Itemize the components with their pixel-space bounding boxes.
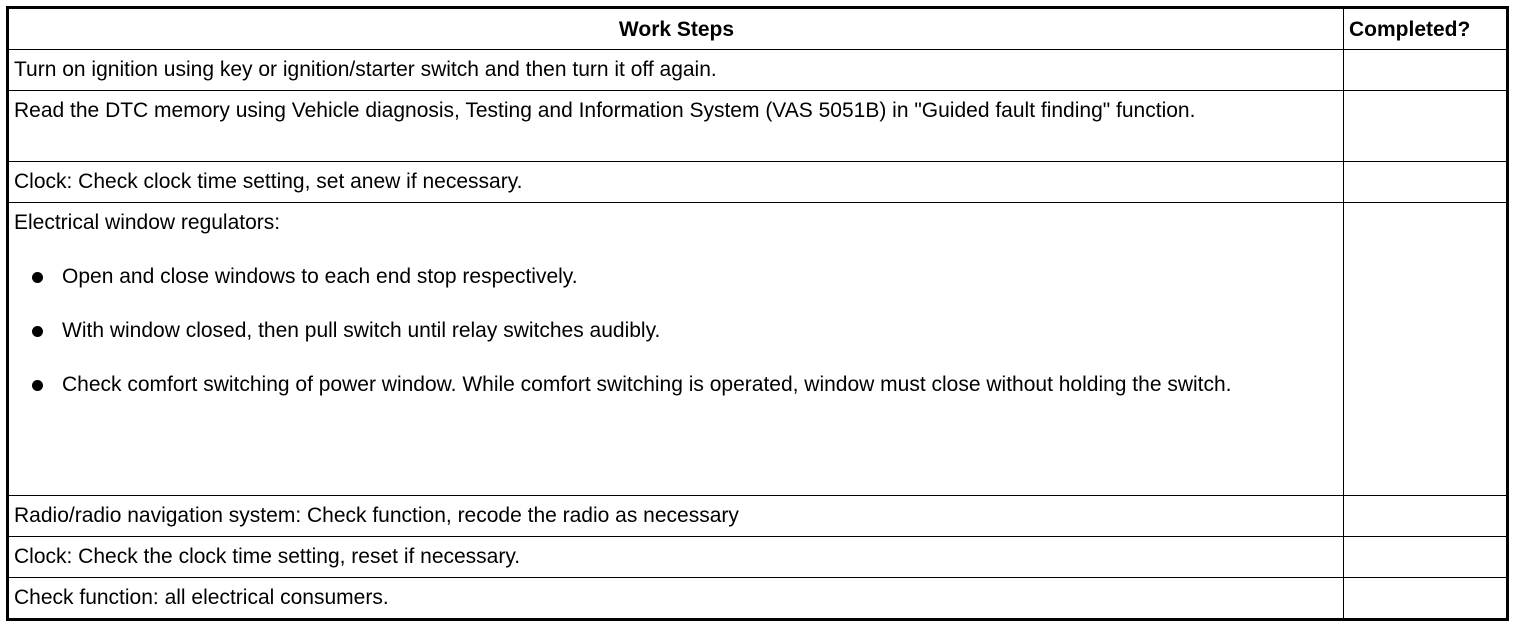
- bullet-icon: [32, 380, 43, 391]
- step-text: Electrical window regulators:: [14, 211, 281, 234]
- completed-cell[interactable]: [1344, 91, 1508, 162]
- header-row: [8, 8, 1508, 50]
- table-row: [8, 50, 1508, 91]
- table-row: [8, 578, 1508, 620]
- completed-header: Completed?: [1344, 8, 1508, 50]
- step-cell-window-regulators: [8, 203, 1344, 496]
- completed-cell[interactable]: [1344, 537, 1508, 578]
- list-item: [14, 262, 1339, 292]
- work-steps-table: [6, 6, 1509, 621]
- worksheet: [6, 6, 1506, 621]
- table-row: [8, 496, 1508, 537]
- work-steps-header: Work Steps: [8, 8, 1344, 50]
- bullet-icon: [32, 272, 43, 283]
- step-text: Radio/radio navigation system: Check function, recode the radio as necessary: [8, 496, 1344, 537]
- step-text: Check function: all electrical consumers.: [8, 578, 1344, 620]
- completed-cell[interactable]: [1344, 203, 1508, 496]
- bullet-text: With window closed, then pull switch until relay switches audibly.: [62, 319, 661, 342]
- completed-cell[interactable]: [1344, 578, 1508, 620]
- step-text: Clock: Check the clock time setting, reset if necessary.: [8, 537, 1344, 578]
- bullet-text: Open and close windows to each end stop respectively.: [62, 265, 578, 288]
- table-row: [8, 537, 1508, 578]
- completed-cell[interactable]: [1344, 50, 1508, 91]
- list-item: [14, 370, 1339, 400]
- bullet-text: Check comfort switching of power window. While comfort switching is operated, window must close without holding the switch.: [62, 373, 1232, 396]
- step-text: Turn on ignition using key or ignition/starter switch and then turn it off again.: [8, 50, 1344, 91]
- table-row: [8, 91, 1508, 162]
- completed-cell[interactable]: [1344, 162, 1508, 203]
- step-text: Clock: Check clock time setting, set anew if necessary.: [8, 162, 1344, 203]
- bullet-icon: [32, 326, 43, 337]
- list-item: [14, 316, 1339, 346]
- table-row: [8, 203, 1508, 496]
- step-text: Read the DTC memory using Vehicle diagnosis, Testing and Information System (VAS 5051B) in "Guided fault finding" function.: [8, 91, 1344, 162]
- completed-cell[interactable]: [1344, 496, 1508, 537]
- table-row: [8, 162, 1508, 203]
- bullet-list: [14, 262, 1339, 400]
